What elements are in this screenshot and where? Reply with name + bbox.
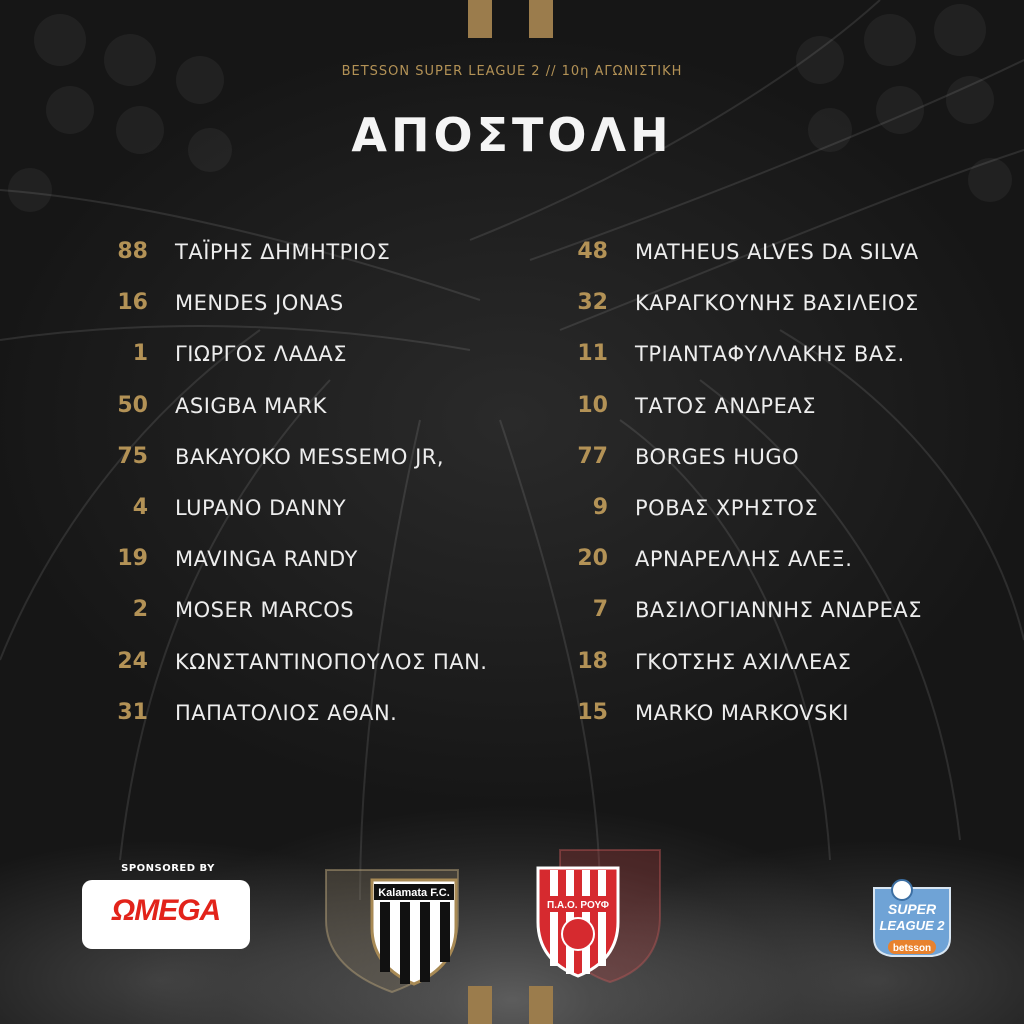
player-name: MOSER MARCOS — [175, 598, 355, 623]
bottom-right-gold-bar — [529, 986, 553, 1024]
super-league-2-logo-icon — [866, 878, 958, 962]
player-number: 9 — [592, 494, 608, 520]
player-number: 10 — [577, 392, 608, 418]
player-row — [92, 335, 492, 386]
player-name: ΓΚΟΤΣΗΣ ΑΧΙΛΛΕΑΣ — [635, 649, 852, 674]
player-row — [552, 489, 952, 540]
player-number: 1 — [132, 341, 148, 367]
league-round-subtitle: BETSSON SUPER LEAGUE 2 // 10η ΑΓΩΝΙΣΤΙΚΗ — [341, 64, 683, 79]
league-logo-line1: SUPER — [887, 901, 937, 917]
player-name: LUPANO DANNY — [175, 495, 347, 520]
sponsor-label: SPONSORED BY — [121, 863, 215, 874]
kalamata-crest-icon — [320, 850, 464, 996]
player-row — [552, 591, 952, 642]
player-row — [92, 540, 492, 591]
player-number: 31 — [117, 699, 148, 725]
player-name: ΡΟΒΑΣ ΧΡΗΣΤΟΣ — [635, 495, 819, 520]
home-crest-text: Kalamata F.C. — [378, 887, 450, 899]
player-name: MARKO MARKOVSKI — [635, 700, 849, 725]
player-number: 88 — [117, 239, 148, 264]
player-number: 16 — [117, 290, 148, 316]
player-name: BORGES HUGO — [635, 444, 800, 469]
player-number: 15 — [577, 699, 608, 725]
player-name: ΚΑΡΑΓΚΟΥΝΗΣ ΒΑΣΙΛΕΙΟΣ — [635, 291, 919, 316]
player-row — [92, 284, 492, 335]
player-number: 77 — [577, 443, 608, 469]
player-name: MATHEUS ALVES DA SILVA — [635, 240, 919, 264]
player-name: ΓΙΩΡΓΟΣ ΛΑΔΑΣ — [175, 342, 348, 367]
player-name: ΤΡΙΑΝΤΑΦΥΛΛΑΚΗΣ ΒΑΣ. — [635, 342, 905, 367]
away-crest-text: Π.Α.Ο. ΡΟΥΦ — [546, 900, 610, 911]
player-row — [552, 540, 952, 591]
player-row — [92, 387, 492, 438]
player-row — [552, 694, 952, 745]
player-number: 20 — [577, 546, 608, 572]
page-title: ΑΠΟΣΤΟΛΗ — [351, 108, 673, 162]
player-number: 50 — [117, 392, 148, 418]
top-right-gold-bar — [529, 0, 553, 38]
player-row — [552, 643, 952, 694]
player-name: ΚΩΝΣΤΑΝΤΙΝΟΠΟΥΛΟΣ ΠΑΝ. — [175, 649, 488, 674]
player-number: 4 — [132, 494, 148, 520]
player-row — [92, 694, 492, 745]
player-number: 2 — [132, 597, 148, 623]
player-row — [92, 489, 492, 540]
player-row — [552, 284, 952, 335]
player-row — [92, 591, 492, 642]
player-row — [552, 387, 952, 438]
player-name: BAKAYOKO MESSEMO JR, — [175, 444, 445, 469]
player-row — [552, 438, 952, 489]
player-number: 7 — [592, 597, 608, 623]
rouf-crest-icon — [530, 846, 670, 986]
player-name: ΤΑΪΡΗΣ ΔΗΜΗΤΡΙΟΣ — [175, 240, 391, 264]
omega-logo-icon — [82, 880, 250, 949]
player-number: 18 — [577, 648, 608, 674]
bottom-left-gold-bar — [468, 986, 492, 1024]
player-name: MENDES JONAS — [175, 291, 344, 316]
player-row — [92, 233, 492, 284]
player-number: 48 — [577, 239, 608, 264]
league-logo-sponsor: betsson — [892, 943, 932, 954]
player-name: ΑΡΝΑΡΕΛΛΗΣ ΑΛΕΞ. — [635, 547, 853, 572]
player-row — [552, 233, 952, 284]
player-name: ΠΑΠΑΤΟΛΙΟΣ ΑΘΑΝ. — [175, 700, 398, 725]
player-number: 24 — [117, 648, 148, 674]
squad-list-right — [552, 233, 952, 745]
player-number: 75 — [117, 443, 148, 469]
squad-list-left — [92, 233, 492, 745]
player-name: ΤΑΤΟΣ ΑΝΔΡΕΑΣ — [635, 393, 817, 418]
player-name: ASIGBA MARK — [175, 393, 327, 418]
league-logo-line2: LEAGUE 2 — [879, 918, 945, 933]
sponsor-name: ΩMEGA — [111, 894, 221, 927]
player-number: 32 — [577, 290, 608, 316]
player-row — [92, 438, 492, 489]
player-row — [92, 643, 492, 694]
player-number: 19 — [117, 546, 148, 572]
player-row — [552, 335, 952, 386]
player-name: ΒΑΣΙΛΟΓΙΑΝΝΗΣ ΑΝΔΡΕΑΣ — [635, 598, 923, 623]
player-number: 11 — [577, 341, 608, 367]
player-name: MAVINGA RANDY — [175, 547, 358, 572]
top-left-gold-bar — [468, 0, 492, 38]
